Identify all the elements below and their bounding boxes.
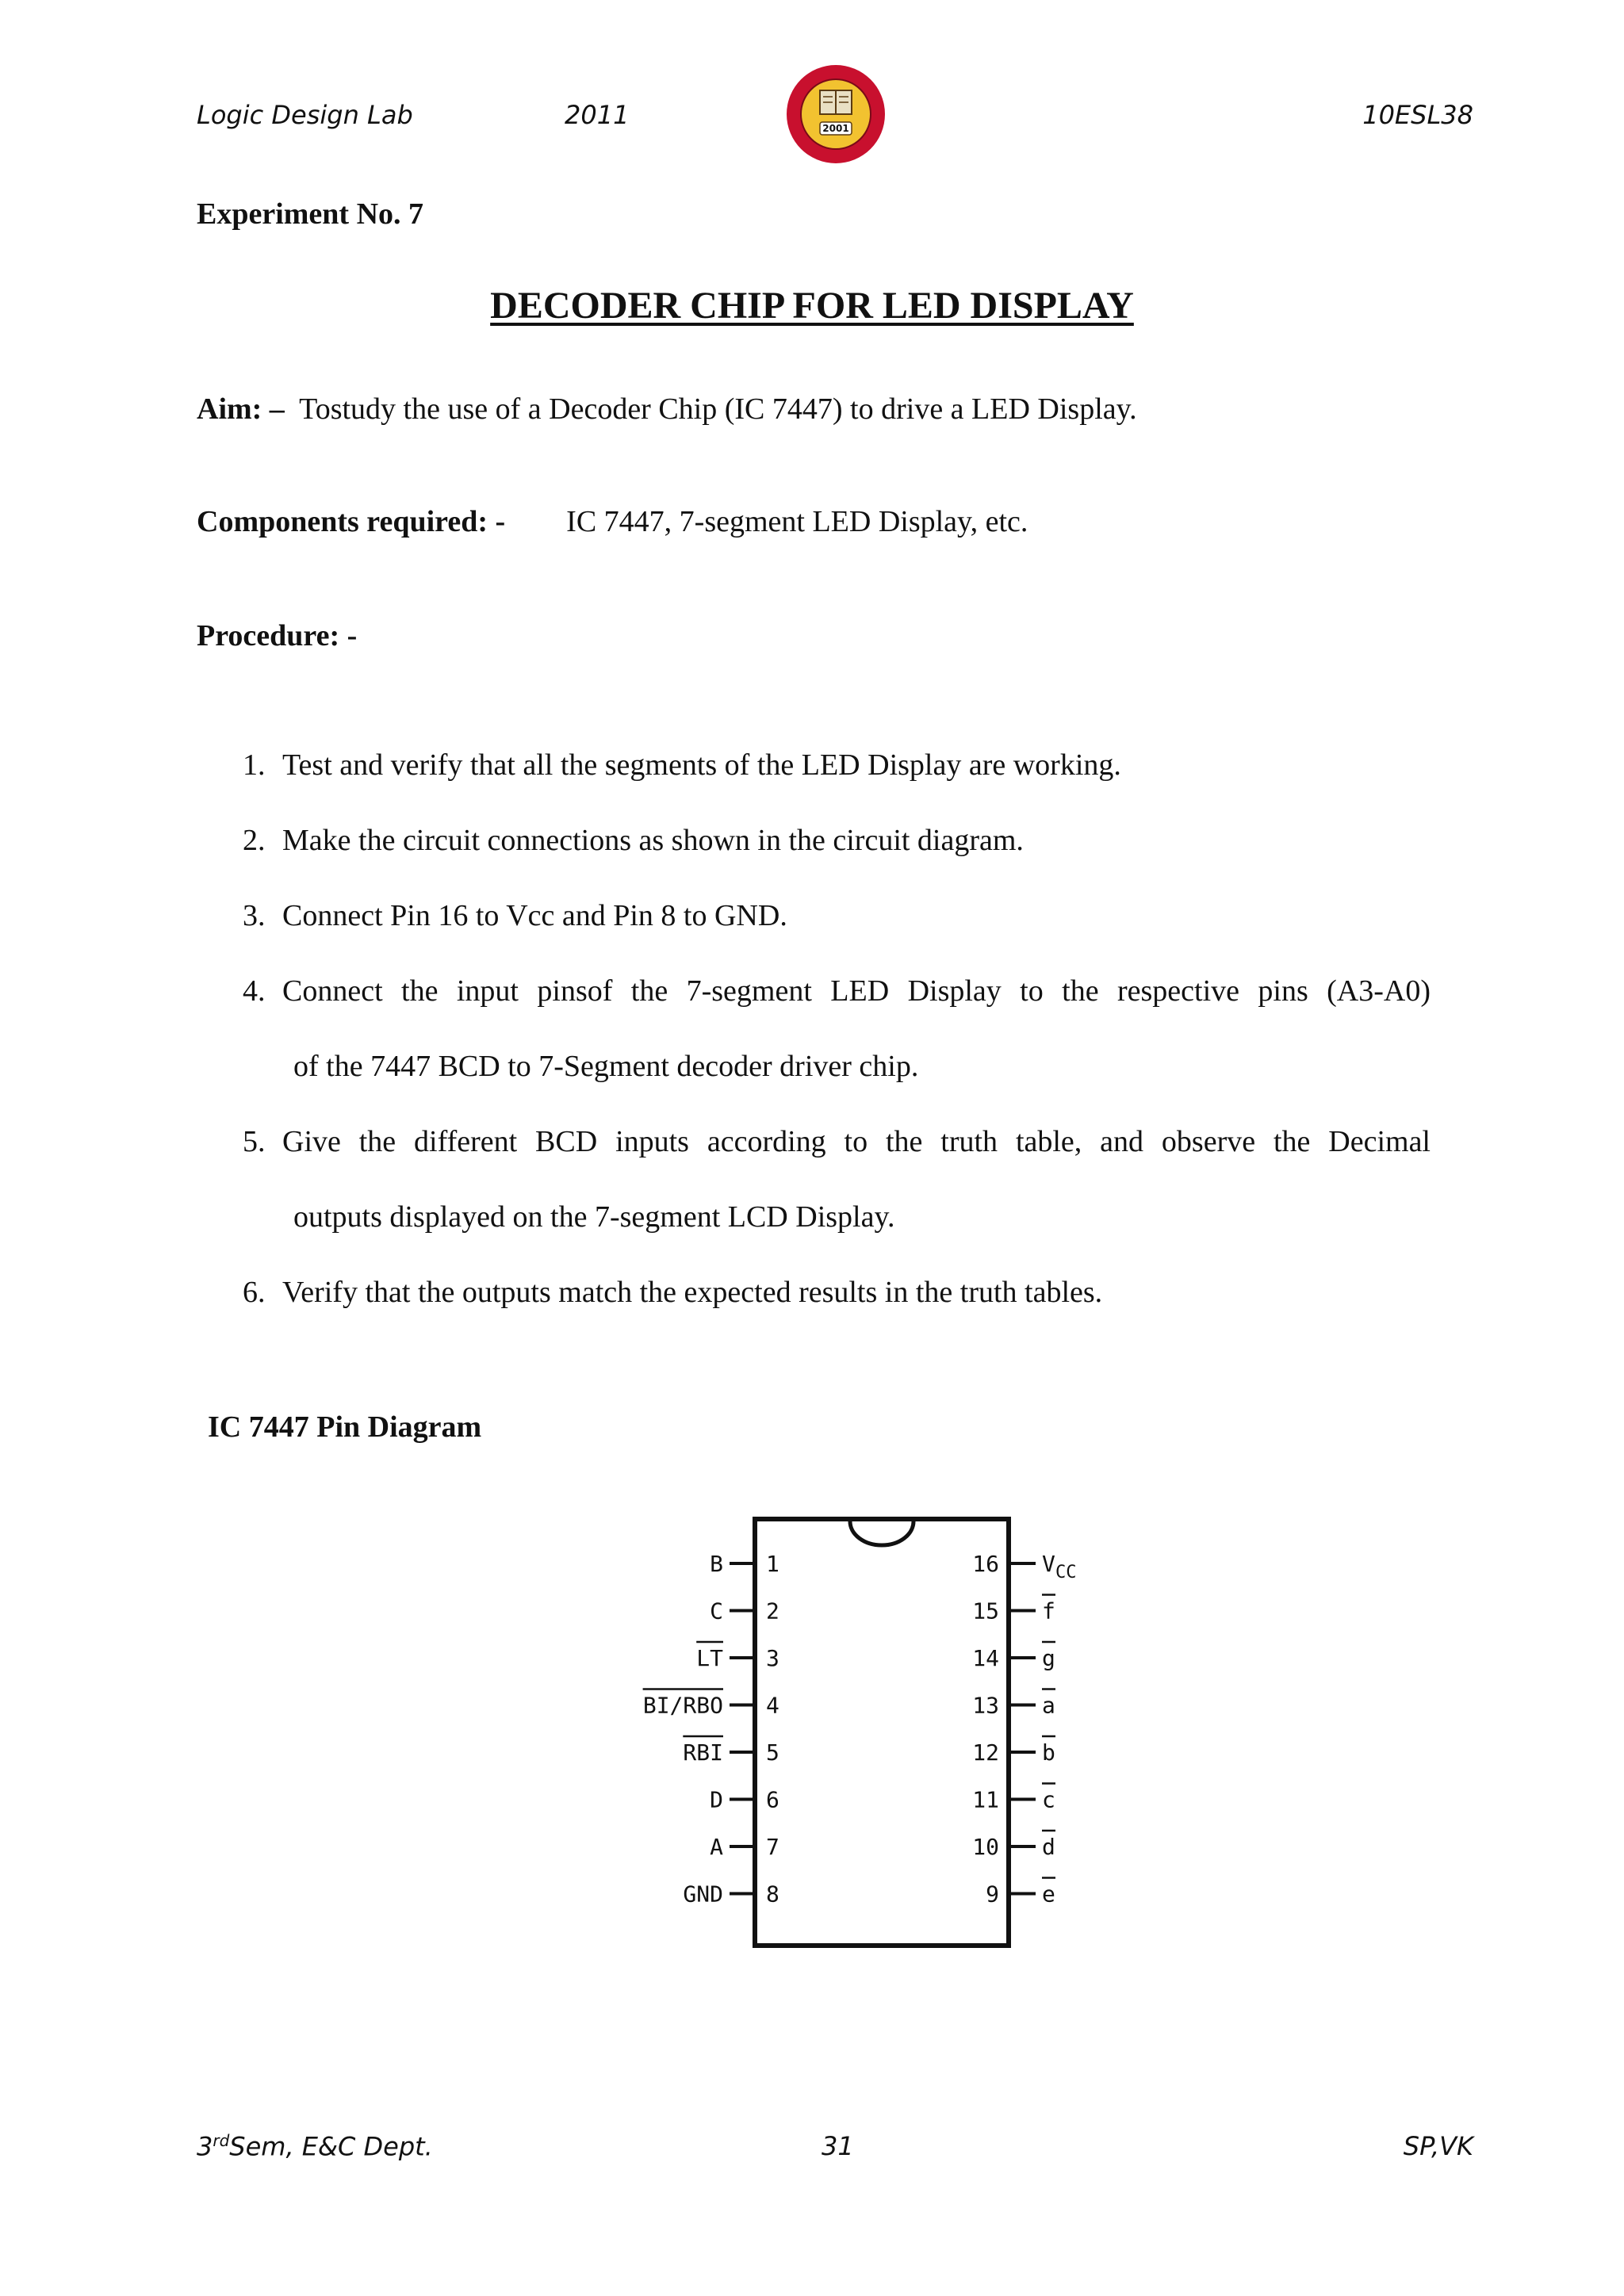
procedure-step xyxy=(243,1104,1431,1180)
procedure-step xyxy=(243,1255,1431,1330)
components-text: IC 7447, 7-segment LED Display, etc. xyxy=(566,505,1028,538)
pin-label: BI/RBO xyxy=(642,1692,723,1719)
pin-number: 5 xyxy=(766,1739,779,1766)
pin-number: 8 xyxy=(766,1881,779,1908)
header-lab-name: Logic Design Lab xyxy=(197,100,413,130)
pin-number: 10 xyxy=(972,1834,999,1860)
header-year: 2011 xyxy=(565,100,630,130)
footer-sem-number: 3 xyxy=(197,2131,213,2162)
experiment-number: Experiment No. 7 xyxy=(197,197,424,231)
step-number: 2. xyxy=(243,824,266,857)
step-continuation: of the 7447 BCD to 7-Segment decoder driver chip. xyxy=(293,1050,919,1083)
pin-number: 14 xyxy=(972,1645,999,1671)
step-number: 5. xyxy=(243,1125,266,1158)
pin-label: RBI xyxy=(683,1739,723,1766)
pin-number: 2 xyxy=(766,1598,779,1624)
footer-sem-suffix: rd xyxy=(213,2131,230,2150)
aim-text: Tostudy the use of a Decoder Chip (IC 7447) to drive a LED Display. xyxy=(299,392,1137,426)
step-number: 4. xyxy=(243,974,266,1008)
pin-label: B xyxy=(710,1551,723,1577)
pin-label: e xyxy=(1042,1881,1055,1908)
step-text: Test and verify that all the segments of the LED Display are working. xyxy=(282,748,1121,782)
footer-dept: Sem, E&C Dept. xyxy=(229,2131,433,2162)
pin-number: 3 xyxy=(766,1645,779,1671)
pin-label: a xyxy=(1042,1692,1055,1719)
page-title xyxy=(0,284,1624,327)
aim-label: Aim: – xyxy=(197,392,285,426)
step-number: 1. xyxy=(243,748,266,782)
step-text: Make the circuit connections as shown in the circuit diagram. xyxy=(282,824,1024,857)
logo-year: 2001 xyxy=(822,123,849,134)
pin-number: 7 xyxy=(766,1834,779,1860)
pin-label: GND xyxy=(683,1881,723,1908)
pin-label: D xyxy=(710,1786,723,1813)
pin-label: V xyxy=(1042,1551,1055,1577)
header-course-code: 10ESL38 xyxy=(1362,100,1473,130)
step-text: Verify that the outputs match the expected results in the truth tables. xyxy=(282,1276,1103,1309)
step-text: Connect Pin 16 to Vcc and Pin 8 to GND. xyxy=(282,899,787,932)
page-number: 31 xyxy=(822,2131,854,2161)
procedure-step xyxy=(243,878,1431,954)
pin-label: LT xyxy=(696,1645,723,1671)
pin-label: d xyxy=(1042,1834,1055,1860)
procedure-step xyxy=(243,803,1431,878)
pin-number: 11 xyxy=(972,1786,999,1813)
page-title-text: DECODER CHIP FOR LED DISPLAY xyxy=(490,285,1134,327)
pin-label: c xyxy=(1042,1786,1055,1813)
components-line xyxy=(197,504,1028,539)
pin-label-subscript: CC xyxy=(1055,1563,1077,1582)
pin-label: g xyxy=(1042,1645,1055,1671)
pin-number: 16 xyxy=(972,1551,999,1577)
procedure-step xyxy=(243,728,1431,803)
step-text: Connect the input pinsof the 7-segment LED Display to the respective pins (A3-A0) xyxy=(282,974,1431,1008)
pin-number: 13 xyxy=(972,1692,999,1719)
step-continuation: outputs displayed on the 7-segment LCD Display. xyxy=(293,1200,895,1234)
pin-number: 1 xyxy=(766,1551,779,1577)
procedure-steps xyxy=(243,728,1431,1330)
pin-number: 6 xyxy=(766,1786,779,1813)
footer-semester xyxy=(197,2131,433,2162)
pin-number: 9 xyxy=(986,1881,999,1908)
aim-line xyxy=(197,392,1137,427)
footer-authors: SP,VK xyxy=(1403,2131,1473,2161)
procedure-step xyxy=(243,954,1431,1029)
pin-number: 15 xyxy=(972,1598,999,1624)
pin-label: A xyxy=(710,1834,723,1860)
pin-label: b xyxy=(1042,1739,1055,1766)
college-seal-logo xyxy=(785,63,887,165)
diagram-title: IC 7447 Pin Diagram xyxy=(208,1410,482,1444)
components-label: Components required: - xyxy=(197,505,506,538)
step-number: 3. xyxy=(243,899,266,932)
pin-label: C xyxy=(710,1598,723,1624)
ic-7447-pin-diagram xyxy=(619,1506,1126,1966)
procedure-label: Procedure: - xyxy=(197,619,358,652)
step-text: Give the different BCD inputs according to the truth table, and observe the Decimal xyxy=(282,1125,1431,1158)
pin-number: 12 xyxy=(972,1739,999,1766)
pin-number: 4 xyxy=(766,1692,779,1719)
chip-body xyxy=(755,1519,1009,1946)
chip-notch xyxy=(850,1521,914,1545)
pin-label: f xyxy=(1042,1598,1055,1624)
step-number: 6. xyxy=(243,1276,266,1309)
